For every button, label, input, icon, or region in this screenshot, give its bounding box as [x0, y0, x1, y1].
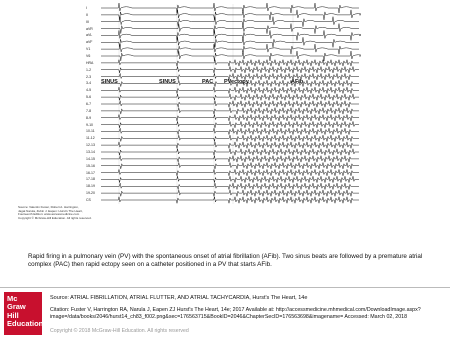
ecg-trace: [101, 17, 359, 27]
ecg-trace: [101, 156, 359, 162]
lead-label: 17-18: [86, 177, 95, 182]
lead-label: 6-7: [86, 102, 92, 106]
lead-label: 12-13: [86, 143, 95, 148]
ecg-trace: [101, 94, 359, 100]
footer-divider: [0, 287, 450, 288]
lead-label: 7-8: [86, 108, 92, 113]
segment-label-pac: PAC: [202, 79, 214, 85]
lead-label: III: [86, 19, 89, 24]
ecg-trace: [101, 44, 359, 54]
lead-label: I: [86, 6, 87, 10]
ecg-trace: [101, 67, 359, 73]
lead-label: CS: [86, 198, 91, 202]
ecg-trace: [101, 190, 359, 196]
ecg-trace: [101, 135, 359, 141]
lead-label: 13-14: [86, 150, 95, 154]
mcgraw-hill-logo: [4, 292, 42, 335]
ecg-trace: [101, 30, 361, 40]
segment-label-sinus-1: SINUS: [101, 79, 118, 85]
logo-text: Mc: [7, 294, 18, 303]
lead-label: 2-3: [86, 74, 92, 79]
lead-label: 14-15: [86, 156, 95, 161]
lead-label: II: [86, 12, 88, 17]
logo-text: Hill: [7, 310, 19, 320]
lead-label: 19-20: [86, 191, 95, 196]
segment-label-pvectopy: PVectopy: [224, 79, 249, 85]
lead-label: 4-5: [86, 88, 92, 93]
lead-label: 18-19: [86, 184, 95, 189]
lead-label: V6: [86, 54, 91, 58]
ecg-trace: [101, 149, 359, 155]
logo-text: Education: [7, 319, 44, 329]
ecg-trace: [101, 176, 359, 182]
ecg-trace: [101, 37, 359, 47]
figure-source-line: Fourteenth Edition: www.accessmedicine.com: [18, 212, 80, 217]
footer-citation: Citation: Fuster V, Harrington RA, Narula J, Eapen ZJ Hurst's The Heart, 14e; 2017 Available at: http://accessmedicine.mhmedical.com/DownloadImage.aspx?image=/data/books/2046/hurst14_ch83_f002.png&sec=176563715&BookID=2046&ChapterSecID=176563698&imagename= Accessed: March 02, 2018: [50, 307, 421, 320]
ecg-trace: [101, 128, 359, 134]
ecg-trace: [101, 183, 359, 189]
figure-source-line: Source: Valentin Fuster, Robert A. Harrington,: [18, 205, 79, 209]
lead-label: 10-11: [86, 129, 95, 134]
lead-label: aVL: [86, 33, 93, 38]
ecg-trace: [101, 3, 359, 13]
ecg-trace: [101, 163, 359, 169]
lead-label: 5-6: [86, 95, 92, 100]
lead-label: 9-10: [86, 122, 94, 127]
footer-source: Source: ATRIAL FIBRILLATION, ATRIAL FLUTTER, AND ATRIAL TACHYCARDIA, Hurst's The Heart, 14e: [50, 295, 308, 301]
ecg-trace: [101, 101, 359, 107]
footer-copyright: Copyright © 2018 McGraw-Hill Education. All rights reserved: [50, 328, 189, 334]
ecg-traces: [83, 0, 361, 248]
ecg-trace: [101, 51, 361, 61]
lead-label: V1: [86, 47, 91, 52]
ecg-trace: [101, 197, 359, 203]
lead-label: 11-12: [86, 136, 95, 141]
lead-label: 1-2: [86, 67, 92, 72]
lead-label: 15-16: [86, 163, 95, 168]
ecg-trace: [101, 142, 359, 148]
figure-caption: Rapid firing in a pulmonary vein (PV) with the spontaneous onset of atrial fibrillation (AFib). Two sinus beats are followed by a premature atrial complex (PAC) then rapid ectopy seen on a catheter positioned in a PV that starts AFib.: [28, 253, 423, 268]
lead-label: 16-17: [86, 170, 95, 175]
ecg-trace: [101, 10, 361, 20]
ecg-trace: [101, 108, 359, 114]
figure-source-line: Copyright © McGraw-Hill Education. All rights reserved.: [18, 215, 92, 220]
lead-label: HRA: [86, 60, 94, 65]
ecg-trace: [101, 121, 359, 127]
figure-source-line: Jagat Narula, Zubin J. Eapen: Hurst's The Heart,: [18, 208, 83, 213]
ecg-figure: [83, 0, 361, 248]
lead-label: 3-4: [86, 81, 92, 86]
ecg-trace: [101, 24, 359, 34]
ecg-trace: [101, 87, 359, 93]
figure-source-box: [18, 205, 92, 220]
ecg-trace: [101, 115, 359, 121]
segment-label-sinus-2: SINUS: [159, 79, 176, 85]
lead-label: 8-9: [86, 115, 92, 120]
ecg-trace: [101, 60, 359, 66]
lead-label: aVF: [86, 40, 93, 45]
logo-text: Graw: [7, 302, 26, 312]
lead-label: aVR: [86, 26, 93, 31]
ecg-trace: [101, 169, 359, 175]
segment-label-afib: AFib: [291, 79, 304, 85]
